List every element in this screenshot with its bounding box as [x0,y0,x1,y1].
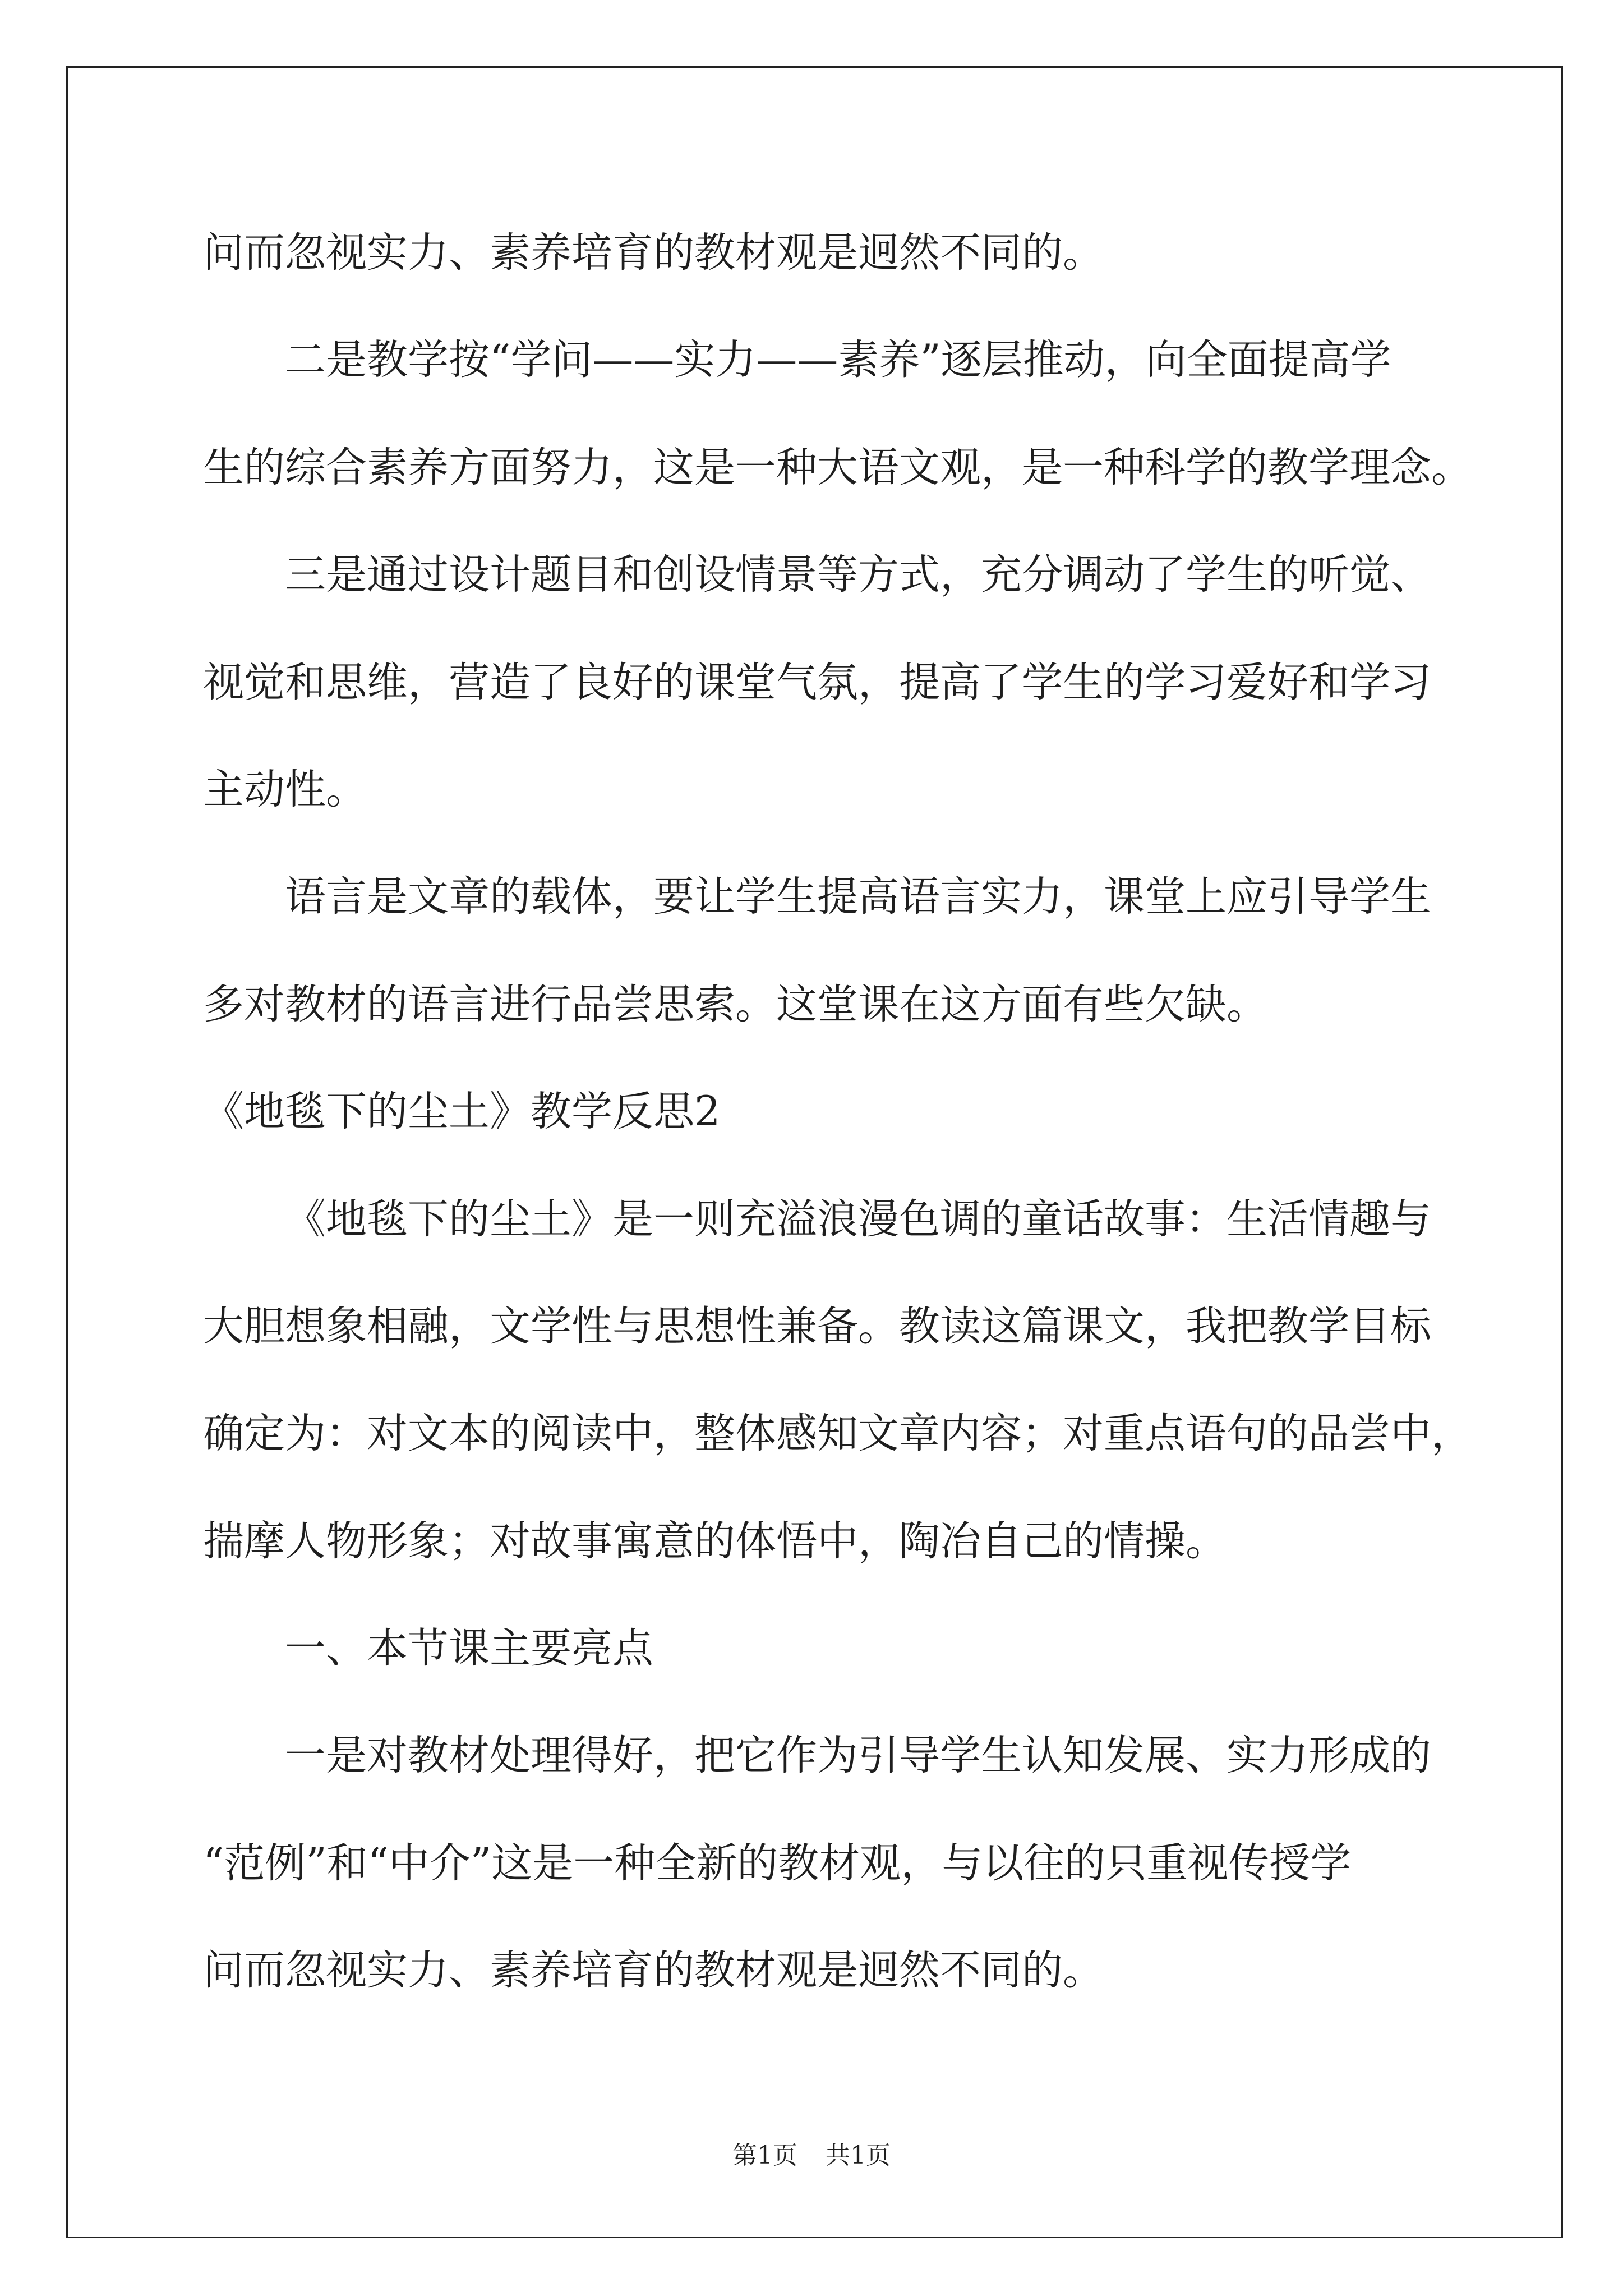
page-footer [0,2140,1623,2171]
text-line: 问而忽视实力、素养培育的教材观是迥然不同的。 [203,229,1104,277]
text-line: 揣摩人物形象；对故事寓意的体悟中，陶冶自己的情操。 [203,1517,1227,1565]
text-line: 三是通过设计题目和创设情景等方式，充分调动了学生的听觉、 [285,551,1431,599]
paragraph [203,843,1448,1058]
text-line: 一是对教材处理得好，把它作为引导学生认知发展、实力形成的 [285,1732,1431,1780]
text-line: 确定为：对文本的阅读中，整体感知文章内容；对重点语句的品尝中， [203,1410,1472,1458]
paragraph [203,306,1472,521]
section-subheading [203,1595,1448,1702]
text-line: 多对教材的语言进行品尝思索。这堂课在这方面有些欠缺。 [203,980,1267,1028]
text-line: 生的综合素养方面努力，这是一种大语文观，是一种科学的教学理念。 [203,443,1472,491]
text-line: “范例”和“中介”这是一种全新的教材观，与以往的只重视传授学 [203,1839,1352,1887]
text-line: 大胆想象相融，文学性与思想性兼备。教读这篇课文，我把教学目标 [203,1302,1431,1350]
paragraph [203,521,1448,843]
text-line: 一、本节课主要亮点 [285,1625,653,1673]
carryover-paragraph [203,199,1448,306]
section-heading: 《地毯下的尘土》教学反思2 [203,1088,721,1136]
paragraph [203,1702,1448,2024]
text-line: 二是教学按“学问——实力——素养”逐层推动，向全面提高学 [285,336,1391,384]
text-line: 《地毯下的尘土》是一则充溢浪漫色调的童话故事：生活情趣与 [285,1195,1431,1243]
text-line: 问而忽视实力、素养培育的教材观是迥然不同的。 [203,1947,1104,1995]
text-line: 视觉和思维，营造了良好的课堂气氛，提高了学生的学习爱好和学习 [203,658,1431,706]
paragraph [203,1166,1472,1595]
document-body [203,199,1472,2024]
total-pages-label: 共1页 [826,2141,891,2170]
current-page-label: 第1页 [732,2141,797,2170]
text-line: 语言是文章的载体，要让学生提高语言实力，课堂上应引导学生 [285,873,1431,921]
text-line: 主动性。 [203,765,367,813]
